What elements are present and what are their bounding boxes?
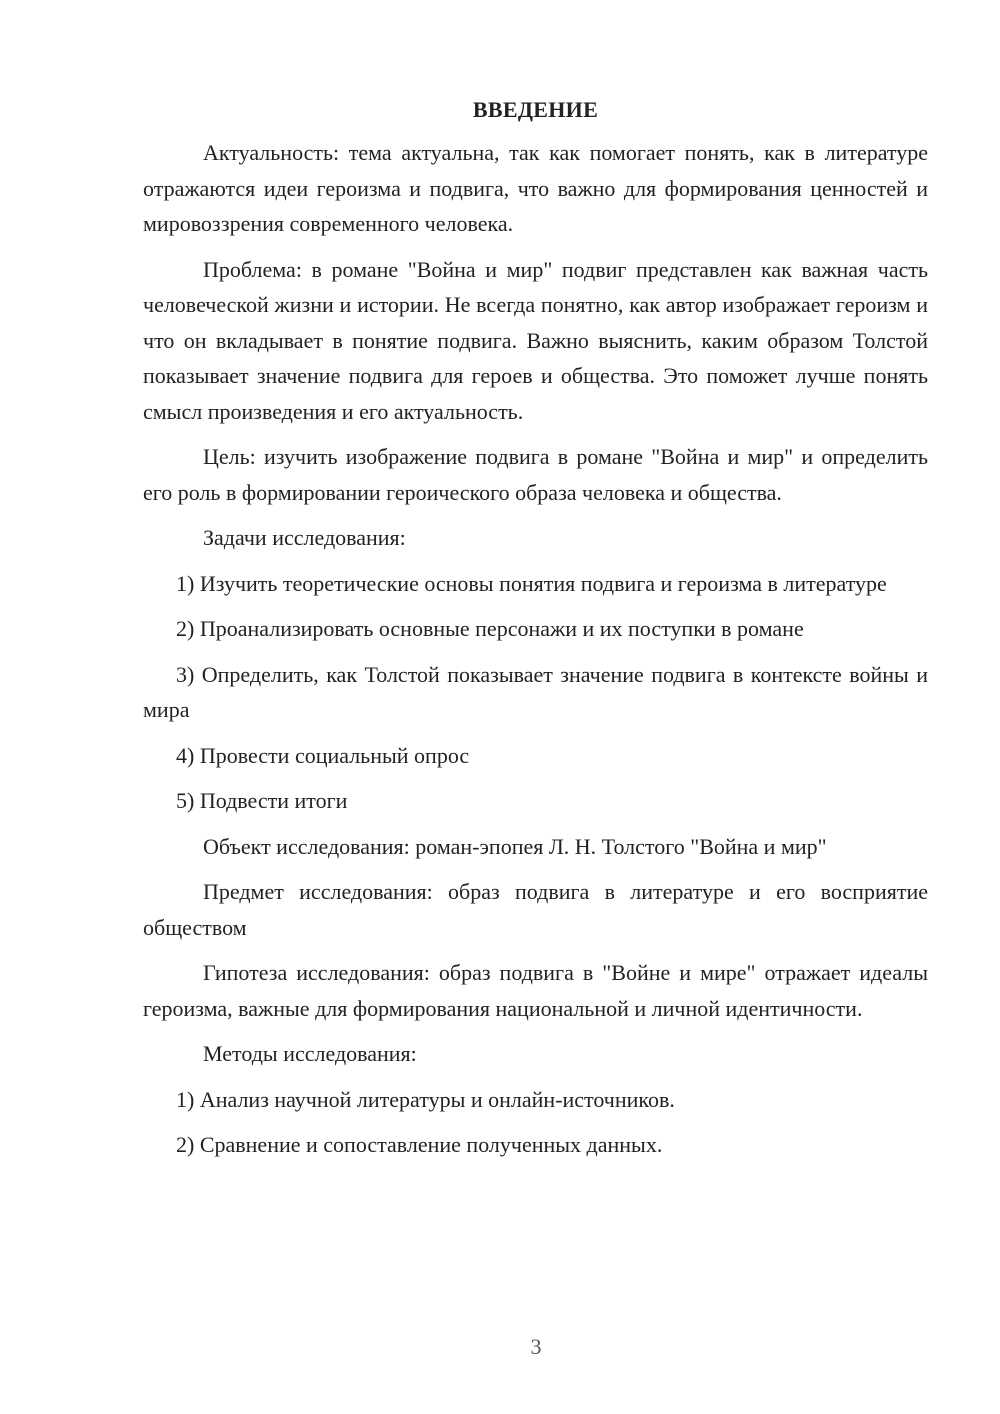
- paragraph-hypothesis: Гипотеза исследования: образ подвига в "Войне и мире" отражает идеалы героизма, важные для формирования национальной и личной идентичности.: [143, 960, 928, 1021]
- page-number: 3: [530, 1334, 542, 1359]
- paragraph-object: Объект исследования: роман-эпопея Л. Н. Толстого "Война и мир": [203, 833, 827, 859]
- task-item-5: 5) Подвести итоги: [176, 788, 348, 813]
- section-title: ВВЕДЕНИЕ: [472, 97, 599, 122]
- task-item-1: 1) Изучить теоретические основы понятия подвига и героизма в литературе: [176, 570, 887, 596]
- paragraph-methods-heading: Методы исследования:: [203, 1041, 417, 1066]
- task-item-4: 4) Провести социальный опрос: [176, 742, 470, 768]
- paragraph-relevance: Актуальность: тема актуальна, так как помогает понять, как в литературе отражаются идеи героизма и подвига, что важно для формирования ценностей и мировоззрения современного человека.: [143, 140, 928, 236]
- method-item-2: 2) Сравнение и сопоставление полученных данных.: [176, 1132, 663, 1157]
- paragraph-problem: Проблема: в романе "Война и мир" подвиг представлен как важная часть человеческой жизни и истории. Не всегда понятно, как автор изображает героизм и что он вкладывает в понятие подвига. Важно выяснить, каким образом Толстой показывает значение подвига для героев и общества. Это поможет лучше понять смысл произведения и его актуальность.: [143, 256, 928, 424]
- task-item-2: 2) Проанализировать основные персонажи и их поступки в романе: [176, 616, 804, 641]
- document-page: [143, 95, 928, 1173]
- method-item-1: 1) Анализ научной литературы и онлайн-источников.: [176, 1086, 675, 1112]
- paragraph-subject: Предмет исследования: образ подвига в литературе и его восприятие обществом: [143, 879, 928, 940]
- paragraph-tasks-heading: Задачи исследования:: [203, 525, 406, 550]
- paragraph-goal: Цель: изучить изображение подвига в романе "Война и мир" и определить его роль в формировании героического образа человека и общества.: [143, 444, 928, 505]
- task-item-3: 3) Определить, как Толстой показывает значение подвига в контексте войны и мира: [143, 661, 928, 722]
